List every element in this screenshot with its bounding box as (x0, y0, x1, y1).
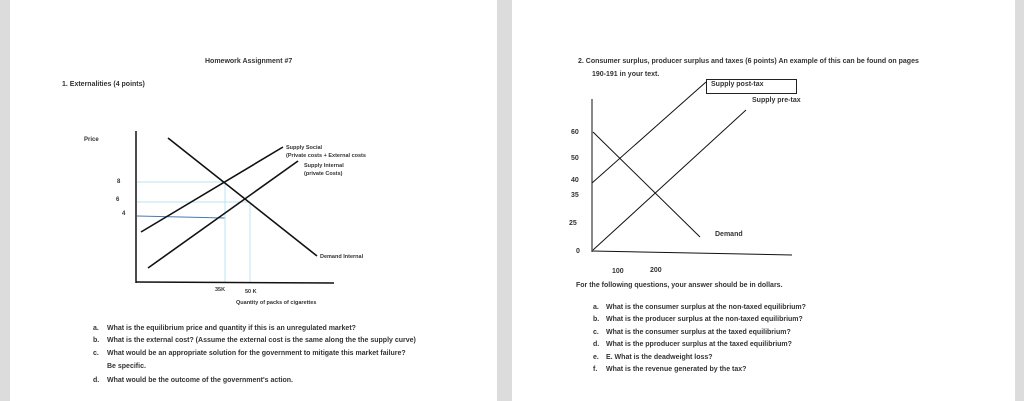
q2-d-letter: d. (593, 341, 600, 348)
q2-heading-cont: 190-191 in your text. (592, 71, 660, 78)
x-axis (136, 282, 334, 283)
guide-price-4 (137, 216, 225, 218)
y-tick: 4 (122, 211, 126, 217)
y-tick: 40 (571, 177, 579, 184)
q1-d-text: What would be the outcome of the government's action. (107, 377, 294, 384)
document-title: Homework Assignment #7 (205, 58, 293, 65)
y-tick: 6 (116, 197, 120, 203)
q2-b-text: What is the producer surplus at the non-taxed equilibrium? (606, 316, 803, 323)
supply-social-curve (141, 147, 283, 232)
x-tick: 35K (215, 287, 226, 293)
q1-b-letter: b. (93, 337, 100, 344)
q1-b-text: What is the external cost? (Assume the external cost is the same along the the supply curve) (107, 337, 416, 344)
demand-label: Demand (715, 231, 743, 238)
supply-post-tax-label: Supply post-tax (711, 81, 764, 88)
y-tick: 8 (117, 179, 121, 185)
q1-c-text: What would be an appropriate solution for the government to mitigate this market failure? (107, 350, 406, 357)
y-tick: 25 (569, 220, 577, 227)
supply-social-label: Supply Social (286, 145, 323, 151)
x-axis-label: Quantity of packs of cigarettes (236, 300, 317, 306)
supply-post-tax-curve (592, 82, 706, 183)
supply-pre-tax-curve (593, 110, 746, 250)
q1-c-letter: c. (93, 350, 99, 357)
q2-a-letter: a. (593, 304, 599, 311)
demand-label: Demand Internal (320, 254, 364, 260)
q2-e-letter: e. (593, 354, 599, 361)
supply-internal-label: Supply Internal (304, 163, 344, 169)
y-tick: 35 (571, 192, 579, 199)
q2-c-letter: c. (593, 329, 599, 336)
q2-b-letter: b. (593, 316, 600, 323)
q1-d-letter: d. (93, 377, 100, 384)
supply-pre-tax-label: Supply pre-tax (752, 97, 801, 104)
q1-a-text: What is the equilibrium price and quantity if this is an unregulated market? (107, 325, 356, 332)
q2-a-text: What is the consumer surplus at the non-taxed equilibrium? (606, 304, 806, 311)
tax-chart (592, 82, 792, 255)
q2-c-text: What is the consumer surplus at the taxed equilibrium? (606, 329, 791, 336)
q2-e-text: E. What is the deadweight loss? (606, 354, 713, 361)
x-tick: 100 (612, 268, 624, 275)
q2-d-text: What is the pproducer surplus at the taxed equilibrium? (606, 341, 792, 348)
supply-internal-sublabel: (private Costs) (304, 171, 343, 177)
q2-heading: 2. Consumer surplus, producer surplus and taxes (6 points) An example of this can be found on pages (578, 58, 919, 65)
y-tick: 50 (571, 155, 579, 162)
instruction: For the following questions, your answer should be in dollars. (576, 282, 783, 289)
x-tick: 50 K (245, 289, 257, 295)
supply-social-sublabel: (Private costs + External costs (286, 153, 366, 159)
y-tick: 60 (571, 129, 579, 136)
q1-c-text-cont: Be specific. (107, 363, 146, 370)
demand-curve (593, 132, 700, 237)
y-tick: 0 (576, 248, 580, 255)
q2-f-letter: f. (593, 366, 598, 373)
q1-a-letter: a. (93, 325, 99, 332)
q1-heading: 1. Externalities (4 points) (62, 81, 145, 88)
y-axis-label: Price (84, 137, 99, 143)
x-tick: 200 (650, 267, 662, 274)
q2-f-text: What is the revenue generated by the tax? (606, 366, 747, 373)
x-axis (592, 251, 792, 255)
